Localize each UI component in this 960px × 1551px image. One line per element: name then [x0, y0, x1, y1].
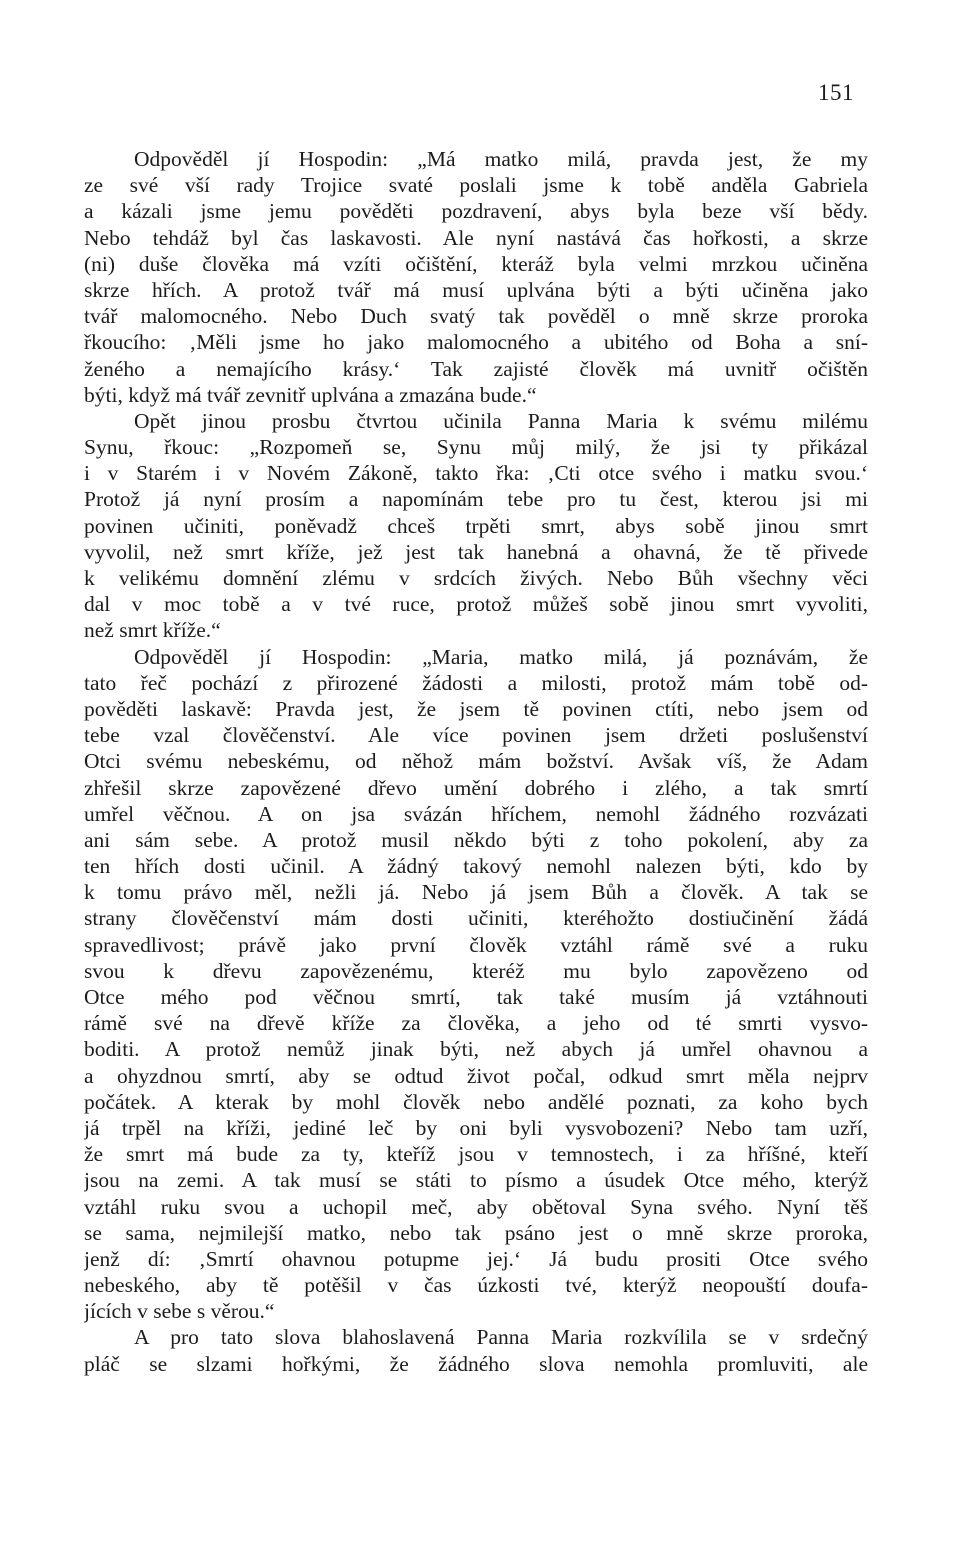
- text-line: dal v moc tobě a v tvé ruce, protož můžeš sobě jinou smrt vyvoliti,: [84, 592, 868, 617]
- text-line: počátek. A kterak by mohl člověk nebo andělé poznati, za koho bych: [84, 1089, 868, 1114]
- text-line: zhřešil skrze zapovězené dřevo umění dobrého i zlého, a tak smrtí: [84, 775, 868, 800]
- text-line: býti, když má tvář zevnitř uplvána a zmazána bude.“: [84, 382, 537, 407]
- text-line: povinen učiniti, poněvadž chceš trpěti smrt, abys sobě jinou smrt: [84, 513, 868, 538]
- text-line: vyvolil, než smrt kříže, jež jest tak hanebná a ohavná, že tě přivede: [84, 539, 868, 564]
- text-line: jsou na zemi. A tak musí se státi to písmo a úsudek Otce mého, kterýž: [84, 1168, 868, 1193]
- text-line: než smrt kříže.“: [84, 618, 221, 643]
- page-number: 151: [818, 80, 854, 105]
- text-line: tato řeč pochází z přirozené žádosti a milosti, protož mám tobě od-: [84, 670, 868, 695]
- text-line: Synu, řkouc: „Rozpomeň se, Synu můj milý, že jsi ty přikázal: [84, 435, 868, 460]
- text-line: rámě své na dřevě kříže za člověka, a jeho od té smrti vysvo-: [84, 1011, 868, 1036]
- text-line: tebe vzal člověčenství. Ale více povinen jsem držeti poslušenství: [84, 723, 868, 748]
- text-line: skrze hřích. A protož tvář má musí uplvána býti a býti učiněna jako: [84, 277, 868, 302]
- page-body-text: [84, 146, 868, 1377]
- text-line: Otce mého pod věčnou smrtí, tak také musím já vztáhnouti: [84, 985, 868, 1009]
- text-line: Nebo tehdáž byl čas laskavosti. Ale nyní nastává čas hořkosti, a skrze: [84, 225, 868, 250]
- text-line: A pro tato slova blahoslavená Panna Maria rozkvílila se v srdečný: [134, 1325, 868, 1350]
- text-line: Odpověděl jí Hospodin: „Má matko milá, pravda jest, že my: [134, 147, 868, 171]
- text-line: já trpěl na kříži, jediné leč by oni byli vysvobozeni? Nebo tam uzří,: [84, 1115, 868, 1140]
- text-line: pláč se slzami hořkými, že žádného slova nemohla promluviti, ale: [84, 1351, 868, 1376]
- text-line: pověděti laskavě: Pravda jest, že jsem tě povinen ctíti, nebo jsem od: [84, 696, 868, 721]
- text-line: se sama, nejmilejší matko, nebo tak psáno jest o mně skrze proroka,: [84, 1220, 868, 1245]
- text-line: svou k dřevu zapovězenému, kteréž mu bylo zapovězeno od: [84, 958, 868, 983]
- text-line: tvář malomocného. Nebo Duch svatý tak pověděl o mně skrze proroka: [84, 304, 868, 329]
- text-line: jenž dí: ‚Smrtí ohavnou potupme jej.‘ Já budu prositi Otce svého: [84, 1246, 868, 1271]
- text-line: vztáhl ruku svou a uchopil meč, aby obětoval Syna svého. Nyní těš: [84, 1194, 868, 1219]
- text-line: ani sám sebe. A protož musil někdo býti z toho pokolení, aby za: [84, 827, 868, 852]
- text-line: že smrt má bude za ty, kteříž jsou v temnostech, i za hříšné, kteří: [84, 1142, 868, 1167]
- text-line: řkoucího: ‚Měli jsme ho jako malomocného a ubitého od Boha a sní-: [84, 330, 868, 355]
- text-line: boditi. A protož nemůž jinak býti, než abych já umřel ohavnou a: [84, 1037, 868, 1062]
- text-line: Odpověděl jí Hospodin: „Maria, matko milá, já poznávám, že: [134, 644, 868, 669]
- text-line: nebeského, aby tě potěšil v čas úzkosti tvé, kterýž neopouští doufa-: [84, 1273, 868, 1298]
- text-line: Opět jinou prosbu čtvrtou učinila Panna Maria k svému milému: [134, 408, 868, 433]
- text-line: ten hřích dosti učinil. A žádný takový nemohl nalezen býti, kdo by: [84, 854, 868, 879]
- text-line: umřel věčnou. A on jsa svázán hříchem, nemohl žádného rozvázati: [84, 801, 868, 826]
- text-line: k tomu právo měl, nežli já. Nebo já jsem Bůh a člověk. A tak se: [84, 880, 868, 905]
- text-line: strany člověčenství mám dosti učiniti, kteréhožto dostiučinění žádá: [84, 906, 868, 931]
- text-line: a ohyzdnou smrtí, aby se odtud život počal, odkud smrt měla nejprv: [84, 1063, 868, 1088]
- text-line: a kázali jsme jemu pověděti pozdravení, abys byla beze vší bědy.: [84, 199, 868, 224]
- text-line: ze své vší rady Trojice svaté poslali jsme k tobě anděla Gabriela: [84, 173, 868, 198]
- text-line: ženého a nemajícího krásy.‘ Tak zajisté člověk má uvnitř očištěn: [84, 356, 868, 381]
- text-line: i v Starém i v Novém Zákoně, takto řka: ‚Cti otce svého i matku svou.‘: [84, 461, 868, 486]
- text-line: k velikému domnění zlému v srdcích živých. Nebo Bůh všechny věci: [84, 566, 868, 590]
- text-line: spravedlivost; právě jako první člověk vztáhl rámě své a ruku: [84, 932, 868, 957]
- text-line: (ni) duše člověka má vzíti očištění, kteráž byla velmi mrzkou učiněna: [84, 251, 868, 276]
- text-line: jících v sebe s věrou.“: [84, 1299, 275, 1324]
- text-line: Protož já nyní prosím a napomínám tebe pro tu čest, kterou jsi mi: [84, 487, 868, 512]
- text-line: Otci svému nebeskému, od něhož mám božství. Avšak víš, že Adam: [84, 749, 868, 774]
